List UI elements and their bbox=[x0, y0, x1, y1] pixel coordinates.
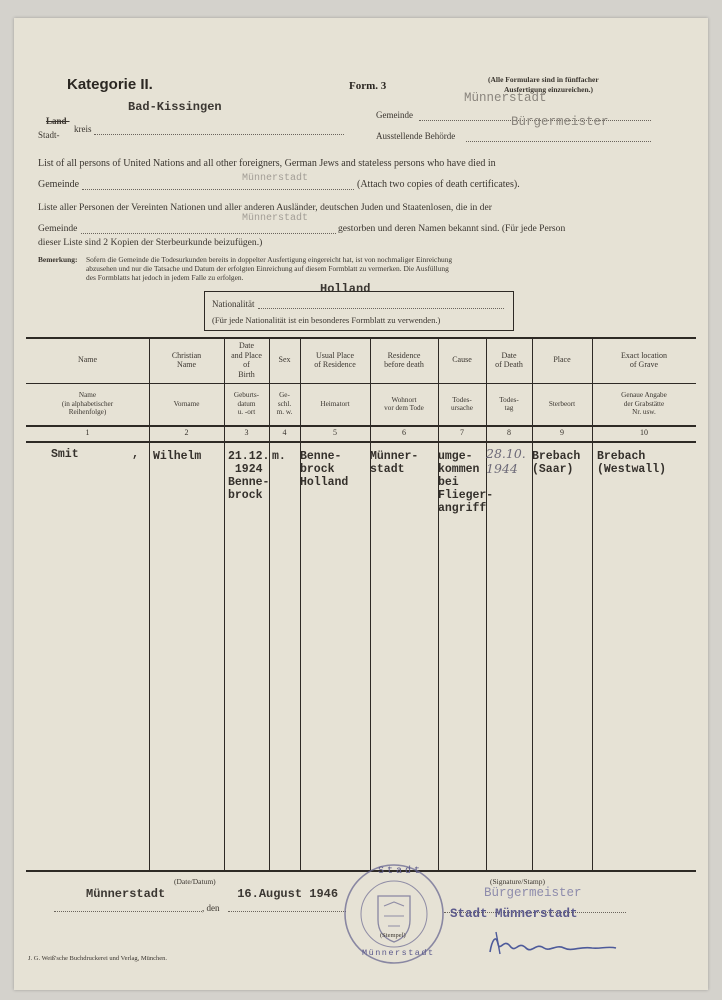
cell-grab: Brebach (Westwall) bbox=[597, 450, 667, 476]
nationality-box bbox=[204, 291, 514, 331]
table-number-rule-top bbox=[26, 425, 696, 427]
behoerde-value: Bürgermeister bbox=[511, 115, 609, 129]
place-dotline bbox=[54, 911, 202, 912]
column-line-7 bbox=[486, 338, 487, 871]
behoerde-dotline bbox=[466, 141, 651, 142]
german-copies-note: dieser Liste sind 2 Kopien der Sterbeurkunde beizufügen.) bbox=[38, 237, 263, 248]
cell-name-comma: , bbox=[132, 448, 139, 461]
column-header-en-6: Residence before death bbox=[384, 350, 424, 369]
column-header-en-3: Date and Place of Birth bbox=[231, 341, 262, 379]
cell-todestag: 28.10. 1944 bbox=[486, 446, 526, 476]
column-line-1 bbox=[149, 338, 150, 871]
column-header-en-10: Exact location of Grave bbox=[621, 350, 667, 369]
remark-line3: des Formblatts hat jedoch in jedem Falle zu erfolgen. bbox=[86, 273, 244, 282]
column-header-en-9: Place bbox=[553, 355, 571, 365]
date-dotline bbox=[228, 911, 346, 912]
copies-note-line1: (Alle Formulare sind in fünffacher bbox=[488, 75, 599, 84]
landkreis-struck: Land- bbox=[46, 116, 70, 126]
column-line-8 bbox=[532, 338, 533, 871]
column-header-en-4: Sex bbox=[278, 355, 291, 365]
cell-name: Smit bbox=[51, 448, 79, 461]
german-gemeinde-stamp: Münnerstadt bbox=[242, 213, 309, 224]
mayor-stamp-city: Stadt Münnerstadt bbox=[450, 907, 578, 921]
nationality-label: Nationalität bbox=[212, 299, 255, 309]
nationality-note: (Für jede Nationalität ist ein besonderes Formblatt zu verwenden.) bbox=[212, 315, 441, 325]
column-line-2 bbox=[224, 338, 225, 871]
column-number-8: 8 bbox=[507, 428, 511, 437]
den-label: , den bbox=[202, 903, 220, 913]
table-top-rule bbox=[26, 337, 696, 339]
column-number-7: 7 bbox=[460, 428, 464, 437]
cell-sterbeort: Brebach (Saar) bbox=[532, 450, 581, 476]
german-intro: Liste aller Personen der Vereinten Nationen und aller anderen Ausländer, deutschen Juden und Staatenlosen, die in der bbox=[38, 202, 492, 213]
column-header-en-2: Christian Name bbox=[171, 350, 202, 369]
column-header-en-8: Date of Death bbox=[495, 350, 523, 369]
column-header-de-7: Todes- ursache bbox=[451, 395, 473, 412]
column-header-en-7: Cause bbox=[452, 355, 472, 365]
kreis-value: Bad-Kissingen bbox=[128, 100, 222, 114]
column-header-de-2: Vorname bbox=[173, 399, 200, 408]
cell-wohnort: Münner- stadt bbox=[370, 450, 419, 476]
column-number-1: 1 bbox=[85, 428, 90, 437]
cell-sex: m. bbox=[272, 450, 286, 463]
form-sheet bbox=[14, 18, 708, 990]
english-gemeinde-label: Gemeinde bbox=[38, 179, 80, 190]
column-line-9 bbox=[592, 338, 593, 871]
column-line-3 bbox=[269, 338, 270, 871]
behoerde-label: Ausstellende Behörde bbox=[376, 131, 456, 141]
column-number-9: 9 bbox=[560, 428, 564, 437]
german-gemeinde-label: Gemeinde bbox=[38, 223, 78, 234]
column-line-6 bbox=[438, 338, 439, 871]
date-label: (Date/Datum) bbox=[174, 877, 216, 886]
column-header-de-6: Wohnort vor dem Tode bbox=[384, 395, 424, 412]
seal-top-text: Stadt bbox=[378, 866, 424, 877]
table-number-rule-bottom bbox=[26, 441, 696, 443]
stadt-label: Stadt- bbox=[38, 130, 60, 140]
column-number-10: 10 bbox=[640, 428, 648, 437]
copies-note-line2: Ausfertigung einzureichen.) bbox=[504, 85, 594, 94]
cell-ursache: umge- kommen bei Flieger- angriff bbox=[438, 450, 494, 515]
column-header-de-10: Genaue Angabe der Grabstätte Nr. usw. bbox=[621, 391, 667, 417]
column-number-6: 6 bbox=[402, 428, 406, 437]
column-header-de-9: Sterbeort bbox=[548, 399, 576, 408]
remark-label: Bemerkung: bbox=[38, 255, 78, 264]
seal-bottom-text: Münnerstadt bbox=[362, 948, 435, 958]
cell-vorname: Wilhelm bbox=[153, 450, 202, 463]
column-line-4 bbox=[300, 338, 301, 871]
column-line-5 bbox=[370, 338, 371, 871]
gemeinde-label: Gemeinde bbox=[376, 110, 413, 120]
kreis-label: kreis bbox=[74, 124, 92, 134]
english-gemeinde-stamp: Münnerstadt bbox=[242, 173, 309, 184]
column-number-4: 4 bbox=[282, 428, 287, 437]
nationality-dotline bbox=[258, 308, 504, 309]
column-header-en-5: Usual Place of Residence bbox=[314, 350, 356, 369]
handwritten-signature bbox=[482, 924, 622, 960]
english-attach: (Attach two copies of death certificates). bbox=[357, 179, 520, 190]
nationality-value: Holland bbox=[320, 282, 371, 296]
english-intro: List of all persons of United Nations and all other foreigners, German Jews and stateless persons who have died in bbox=[38, 158, 496, 169]
cell-heimatort: Benne- brock Holland bbox=[300, 450, 349, 489]
kreis-dotline bbox=[94, 134, 344, 135]
seal-label: (Stempel) bbox=[380, 932, 406, 939]
column-number-3: 3 bbox=[244, 428, 249, 437]
remark-line1: Sofern die Gemeinde die Todesurkunden bereits in doppelter Ausfertigung eingereicht hat, ist von nochmaliger Einreichung bbox=[86, 255, 453, 264]
german-intro-continued: gestorben und deren Namen bekannt sind. (Für jede Person bbox=[338, 223, 566, 234]
mayor-stamp-title: Bürgermeister bbox=[484, 886, 582, 900]
table-header-divider bbox=[26, 383, 696, 384]
official-seal bbox=[342, 862, 446, 966]
place-and-date: Münnerstadt 16.August 1946 bbox=[86, 887, 339, 901]
german-gemeinde-dotline bbox=[81, 233, 336, 234]
english-gemeinde-dotline bbox=[82, 189, 354, 190]
column-number-2: 2 bbox=[184, 428, 189, 437]
column-header-de-1: Name (in alphabetischer Reihenfolge) bbox=[61, 391, 114, 417]
cell-birth: 21.12. 1924 Benne- brock bbox=[228, 450, 270, 502]
column-number-5: 5 bbox=[333, 428, 337, 437]
remark-line2: abzusehen und nur die Tatsache und Datum der erfolgten Einreichung auf diesem Formblatt zu vermerken. Die Ausfüllung bbox=[86, 264, 449, 273]
signature-graphic bbox=[482, 924, 622, 960]
column-header-de-5: Heimatort bbox=[320, 399, 350, 408]
gemeinde-value: Münnerstadt bbox=[464, 91, 547, 105]
signature-label: (Signature/Stamp) bbox=[490, 877, 545, 886]
column-header-en-1: Name bbox=[77, 355, 98, 365]
column-header-de-8: Todes- tag bbox=[499, 395, 519, 412]
printer-imprint: J. G. Weiß'sche Buchdruckerei und Verlag, München. bbox=[28, 955, 168, 962]
form-number: Form. 3 bbox=[349, 80, 387, 92]
form-title: Kategorie II. bbox=[67, 76, 153, 93]
column-header-de-4: Ge- schl. m. w. bbox=[276, 391, 293, 417]
column-header-de-3: Geburts- datum u. -ort bbox=[233, 391, 260, 417]
